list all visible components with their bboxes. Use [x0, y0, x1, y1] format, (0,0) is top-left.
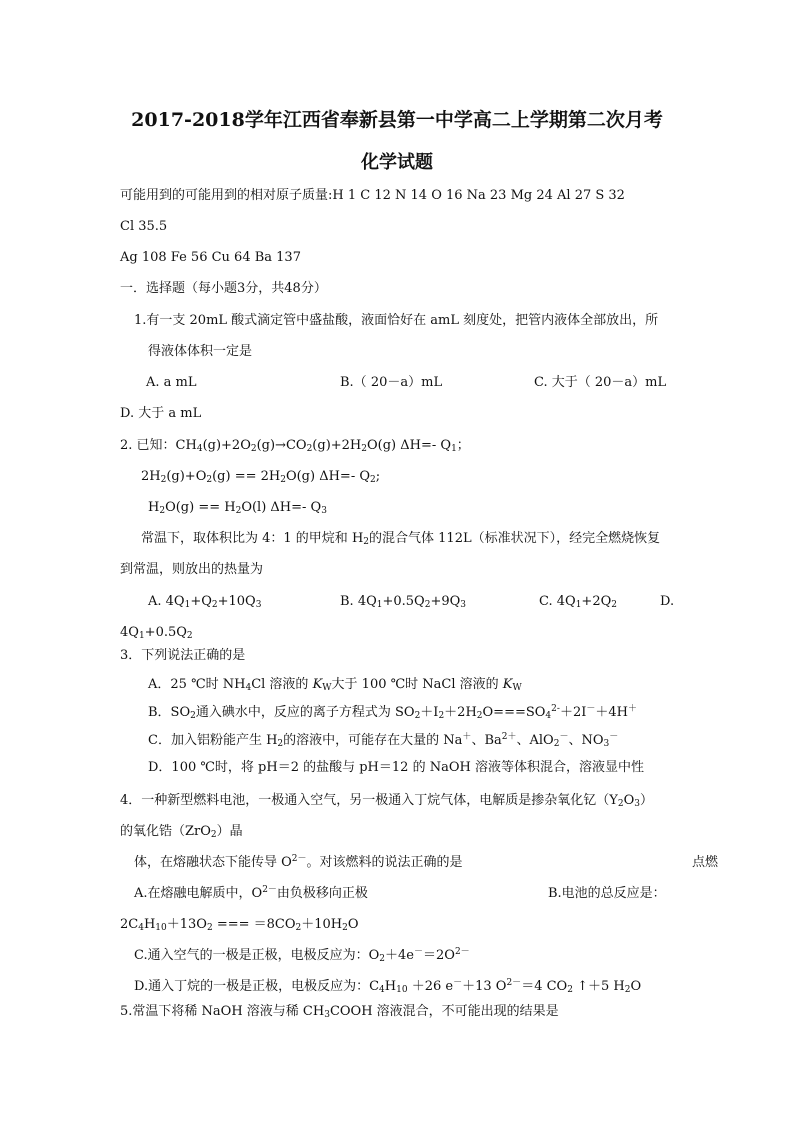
q2-stem-line-1: 常温下，取体积比为 4：1 的甲烷和 $H_2$的混合气体 112L（标准状况下），经完全燃烧恢复 — [141, 531, 661, 547]
q4-option-c: C.通入空气的一极是正极，电极反应为：$O_2+4e^-=2O^{2-}$ — [134, 947, 470, 964]
q3-option-c: C．加入铝粉能产生 $H_2$的溶液中，可能存在大量的 Na＋、$Ba^{2+}$、AlO$_2$－、$NO_3^-$ — [148, 732, 619, 749]
atomic-masses-line-1: 可能用到的可能用到的相对原子质量:H 1 C 12 N 14 O 16 Na 23 Mg 24 Al 27 S 32 — [120, 188, 625, 203]
q5-stem: 5.常温下将稀 NaOH 溶液与稀 $CH_3COOH$ 溶液混合，不可能出现的结果是 — [120, 1004, 559, 1020]
q1-option-a: A. a mL — [146, 375, 197, 390]
q2-option-d-label: D. — [660, 594, 675, 609]
q4-stem-line-1: 4．一种新型燃料电池，一极通入空气，另一极通入丁烷气体，电解质是掺杂氧化钇$(Y_2O_3)$ — [120, 793, 654, 809]
q2-equation-2: $2H_2(g)+O_2(g) == 2H_2O(g)$ ΔH=- $Q_2$; — [141, 469, 381, 485]
q4-option-b-equation: $2C_4H_{10}+13O_2$ === $=8CO_2+10H_2O$ — [120, 917, 359, 933]
q2-option-d-value: $4Q_1+0.5Q_2$ — [120, 625, 193, 641]
q1-stem-line-1: 1.有一支 20mL 酸式滴定管中盛盐酸，液面恰好在 amL 刻度处，把管内液体全部放出，所 — [134, 313, 659, 328]
q3-option-b: B．$SO_2$通入碘水中，反应的离子方程式为 $SO_2+I_2+2H_2O===SO_4^{2-}+2I^-+4H^+$ — [148, 704, 637, 721]
q2-equation-1: 2. 已知：$CH_4(g)+2O_2(g)\to CO_2(g)+2H_2O(g)$ ΔH=- $Q_1$； — [120, 438, 470, 454]
q3-option-a: A．25 ℃时 $NH_4Cl$ 溶液的 $K_W$大于 100 ℃时 NaCl 溶液的 $K_W$ — [148, 677, 522, 693]
q1-option-b: B.（ 20－a）mL — [340, 375, 443, 390]
q4-stem-line-2: 的氧化锆（ZrO$_2$）晶 — [120, 824, 243, 840]
q4-option-b: B.电池的总反应是： — [548, 886, 666, 901]
atomic-masses-line-2: Cl 35.5 — [120, 219, 168, 234]
q4-option-d: D.通入丁烷的一极是正极，电极反应为：$C_4H_{10} +26$ e－＋13 $O^{2-}=4$ $CO_2$ ↑＋5 $H_2O$ — [134, 978, 642, 995]
q4-option-a: A.在熔融电解质中，$O^{2-}$由负极移向正极 — [134, 885, 368, 901]
q1-stem-line-2: 得液体体积一定是 — [148, 344, 253, 359]
q1-option-c: C. 大于（ 20－a）mL — [534, 375, 667, 390]
q2-option-c: C. $4Q_1+2Q_2$ — [539, 594, 617, 610]
q4-stem-line-3: 体，在熔融状态下能传导 $O^{2-}$。对该燃料的说法正确的是 — [134, 854, 463, 870]
page-title: 2017-2018学年江西省奉新县第一中学高二上学期第二次月考 — [131, 109, 663, 131]
q3-stem: 3．下列说法正确的是 — [120, 648, 246, 663]
q3-option-d: D．100 ℃时，将 pH＝2 的盐酸与 pH＝12 的 NaOH 溶液等体积混合，溶液显中性 — [148, 760, 644, 775]
q2-option-b: B. $4Q_1+0.5Q_2+9Q_3$ — [340, 594, 467, 610]
q2-equation-3: $H_2O(g) == H_2O(l)$ ΔH=- $Q_3$ — [148, 500, 327, 516]
q1-option-d: D. 大于 a mL — [120, 406, 202, 421]
q2-stem-line-2: 到常温，则放出的热量为 — [120, 562, 264, 577]
section-heading: 一．选择题（每小题3分，共48分） — [120, 281, 327, 296]
atomic-masses-line-3: Ag 108 Fe 56 Cu 64 Ba 137 — [120, 250, 301, 265]
q4-ignite-label: 点燃 — [692, 855, 719, 870]
page-subtitle: 化学试题 — [361, 152, 433, 173]
q2-option-a: A. $4Q_1+Q_2+10Q_3$ — [148, 594, 262, 610]
